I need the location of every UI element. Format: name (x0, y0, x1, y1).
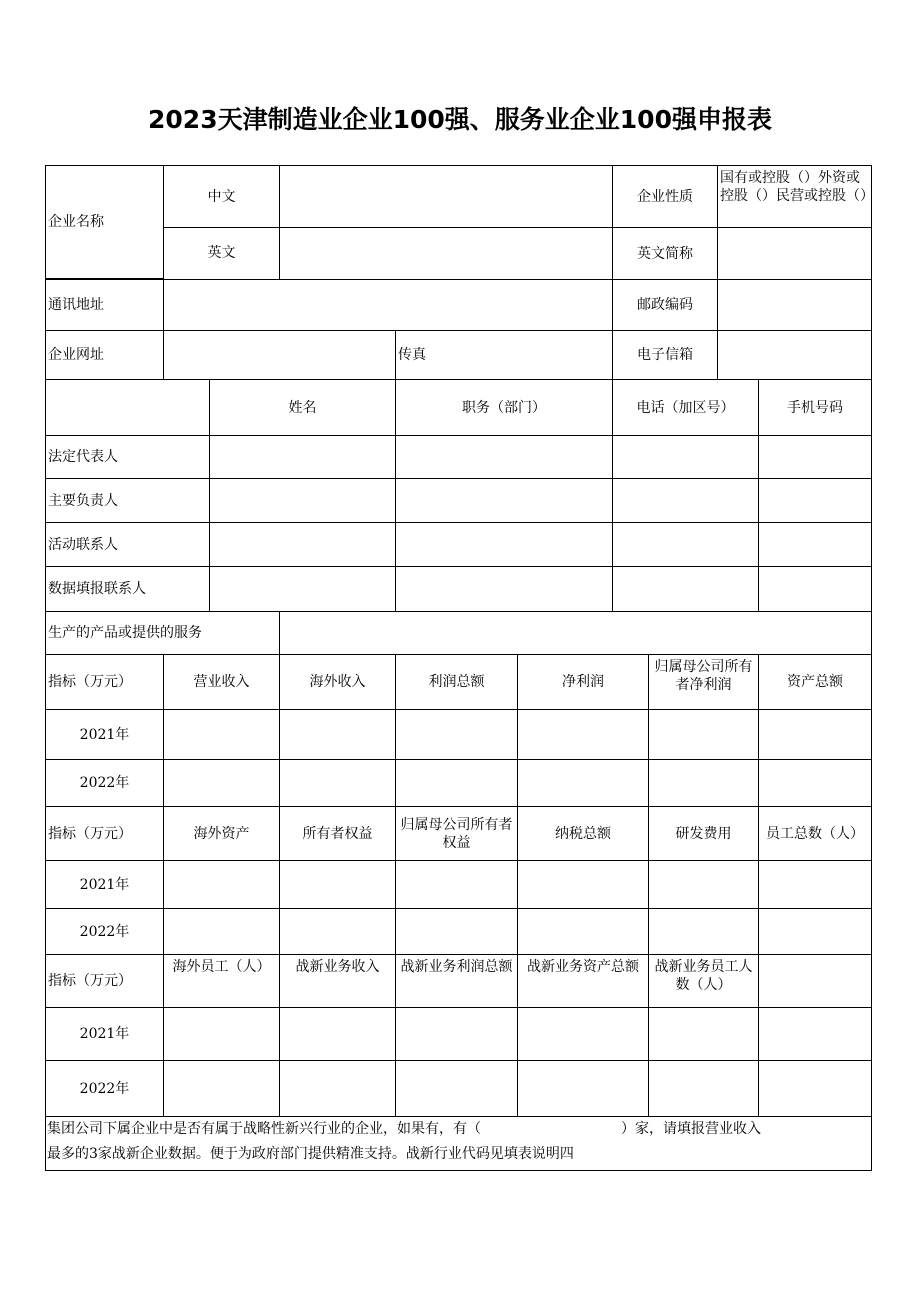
data-cell[interactable] (758, 759, 872, 807)
address-label: 通讯地址 (45, 279, 164, 331)
data-cell[interactable] (395, 908, 518, 955)
contact-field[interactable] (395, 566, 613, 612)
contact-field[interactable] (209, 566, 396, 612)
contact-role-label: 数据填报联系人 (45, 566, 210, 612)
products-label: 生产的产品或提供的服务 (45, 611, 280, 655)
note-line-1: 集团公司下属企业中是否有属于战略性新兴行业的企业，如果有，有（ ）家，请填报营业收入 (47, 1121, 761, 1137)
data-cell[interactable] (648, 908, 759, 955)
postcode-field[interactable] (717, 279, 872, 331)
year-label: 2021年 (45, 860, 164, 909)
contact-field[interactable] (612, 435, 759, 479)
website-field[interactable] (163, 330, 396, 380)
address-field[interactable] (163, 279, 613, 331)
year-label: 2022年 (45, 908, 164, 955)
data-cell[interactable] (163, 1060, 280, 1117)
data-cell[interactable] (279, 1060, 396, 1117)
indicator-header: 营业收入 (163, 654, 280, 710)
note-line-2: 最多的3家战新企业数据。便于为政府部门提供精准支持。战新行业代码见填表说明四 (47, 1146, 574, 1162)
year-label: 2021年 (45, 1007, 164, 1061)
data-cell[interactable] (163, 860, 280, 909)
data-cell[interactable] (395, 1007, 518, 1061)
email-field[interactable] (717, 330, 872, 380)
data-cell[interactable] (648, 709, 759, 760)
data-cell[interactable] (279, 1007, 396, 1061)
indicator-label: 指标（万元） (45, 654, 164, 710)
contact-field[interactable] (395, 478, 613, 523)
contacts-header: 职务（部门） (395, 379, 613, 436)
indicator-header-empty (758, 954, 872, 1008)
company-nature-options[interactable]: 国有或控股（）外资或控股（）民营或控股（） (717, 165, 872, 228)
indicator-header: 资产总额 (758, 654, 872, 710)
data-cell[interactable] (758, 908, 872, 955)
data-cell[interactable] (517, 860, 649, 909)
fax-label: 传真 (395, 330, 613, 380)
data-cell[interactable] (517, 908, 649, 955)
data-cell[interactable] (163, 709, 280, 760)
postcode-label: 邮政编码 (612, 279, 718, 331)
english-abbr-label: 英文简称 (612, 227, 718, 280)
chinese-label: 中文 (163, 165, 280, 228)
contact-field[interactable] (209, 478, 396, 523)
english-label: 英文 (163, 227, 280, 280)
indicator-label: 指标（万元） (45, 806, 164, 861)
products-field[interactable] (279, 611, 872, 655)
contact-field[interactable] (209, 435, 396, 479)
contact-field[interactable] (758, 522, 872, 567)
indicator-header: 净利润 (517, 654, 649, 710)
contact-role-label: 法定代表人 (45, 435, 210, 479)
contact-role-label: 主要负责人 (45, 478, 210, 523)
indicator-header: 员工总数（人） (758, 806, 872, 861)
contact-field[interactable] (758, 566, 872, 612)
data-cell[interactable] (648, 1060, 759, 1117)
contacts-corner (45, 379, 210, 436)
data-cell[interactable] (648, 759, 759, 807)
indicator-header: 归属母公司所有者权益 (395, 806, 518, 861)
data-cell[interactable] (163, 1007, 280, 1061)
contact-field[interactable] (612, 566, 759, 612)
year-label: 2022年 (45, 1060, 164, 1117)
strategic-industry-note (47, 1117, 871, 1167)
page-title: 2023天津制造业企业100强、服务业企业100强申报表 (148, 105, 772, 134)
data-cell[interactable] (517, 759, 649, 807)
indicator-label: 指标（万元） (45, 954, 164, 1008)
contacts-header: 姓名 (209, 379, 396, 436)
data-cell[interactable] (395, 759, 518, 807)
contact-field[interactable] (395, 435, 613, 479)
year-label: 2022年 (45, 759, 164, 807)
chinese-name-field[interactable] (279, 165, 613, 228)
data-cell[interactable] (758, 860, 872, 909)
website-label: 企业网址 (45, 330, 164, 380)
english-abbr-field[interactable] (717, 227, 872, 280)
contact-field[interactable] (758, 478, 872, 523)
data-cell[interactable] (163, 759, 280, 807)
data-cell[interactable] (279, 860, 396, 909)
english-name-field[interactable] (279, 227, 613, 280)
indicator-header: 归属母公司所有者净利润 (648, 654, 759, 710)
data-cell[interactable] (758, 1060, 872, 1117)
email-label: 电子信箱 (612, 330, 718, 380)
data-cell[interactable] (758, 1007, 872, 1061)
data-cell[interactable] (395, 1060, 518, 1117)
indicator-header: 利润总额 (395, 654, 518, 710)
indicator-header: 海外收入 (279, 654, 396, 710)
data-cell[interactable] (648, 1007, 759, 1061)
data-cell[interactable] (648, 860, 759, 909)
data-cell[interactable] (395, 860, 518, 909)
contacts-header: 电话（加区号） (612, 379, 759, 436)
data-cell[interactable] (279, 759, 396, 807)
indicator-header: 战新业务资产总额 (517, 954, 649, 1008)
indicator-header: 所有者权益 (279, 806, 396, 861)
data-cell[interactable] (517, 1060, 649, 1117)
indicator-header: 纳税总额 (517, 806, 649, 861)
indicator-header: 战新业务收入 (279, 954, 396, 1008)
data-cell[interactable] (395, 709, 518, 760)
indicator-header: 海外资产 (163, 806, 280, 861)
year-label: 2021年 (45, 709, 164, 760)
data-cell[interactable] (279, 908, 396, 955)
company-name-label: 企业名称 (45, 165, 164, 279)
contact-field[interactable] (612, 478, 759, 523)
data-cell[interactable] (517, 1007, 649, 1061)
contact-field[interactable] (209, 522, 396, 567)
data-cell[interactable] (758, 709, 872, 760)
company-nature-label: 企业性质 (612, 165, 718, 228)
data-cell[interactable] (163, 908, 280, 955)
contact-field[interactable] (395, 522, 613, 567)
contact-role-label: 活动联系人 (45, 522, 210, 567)
indicator-header: 海外员工（人） (163, 954, 280, 1008)
data-cell[interactable] (279, 709, 396, 760)
contact-field[interactable] (758, 435, 872, 479)
indicator-header: 战新业务利润总额 (395, 954, 518, 1008)
indicator-header: 战新业务员工人数（人） (648, 954, 759, 1008)
indicator-header: 研发费用 (648, 806, 759, 861)
data-cell[interactable] (517, 709, 649, 760)
contact-field[interactable] (612, 522, 759, 567)
contacts-header: 手机号码 (758, 379, 872, 436)
